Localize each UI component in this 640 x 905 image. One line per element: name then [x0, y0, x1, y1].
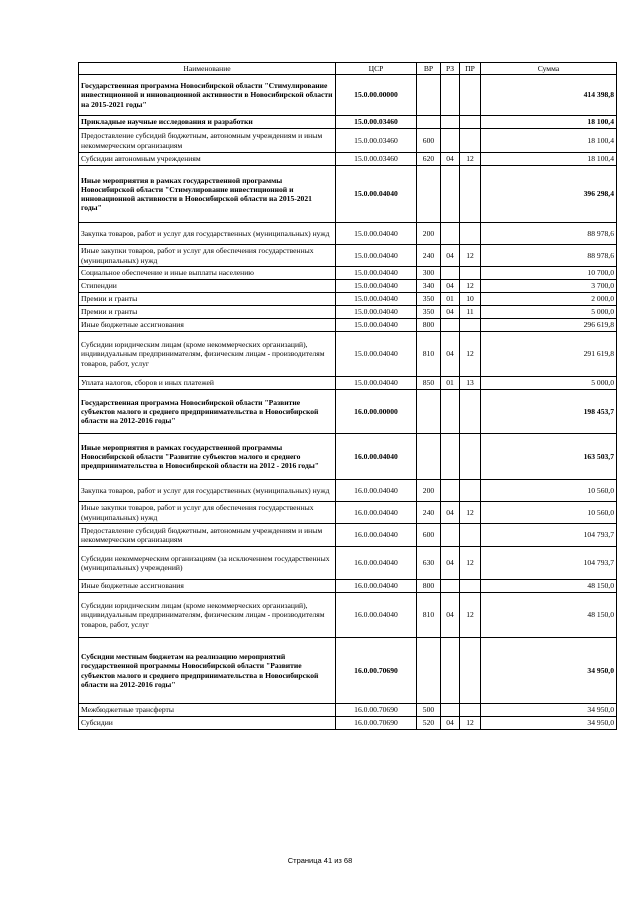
- cell-rz: [441, 267, 460, 280]
- cell-name: Стипендии: [79, 280, 336, 293]
- cell-csr: 16.0.00.04040: [336, 593, 417, 638]
- cell-vr: 850: [417, 377, 441, 390]
- cell-rz: 04: [441, 245, 460, 267]
- cell-pr: 12: [460, 245, 481, 267]
- cell-name: Иные закупки товаров, работ и услуг для обеспечения государственных (муниципальных) нужд: [79, 245, 336, 267]
- cell-rz: 04: [441, 332, 460, 377]
- cell-pr: [460, 524, 481, 547]
- cell-sum: 198 453,7: [481, 390, 617, 434]
- header-sum: Сумма: [481, 63, 617, 75]
- cell-rz: [441, 580, 460, 593]
- cell-vr: 810: [417, 593, 441, 638]
- cell-rz: [441, 434, 460, 480]
- cell-sum: 88 978,6: [481, 245, 617, 267]
- cell-sum: 10 560,0: [481, 480, 617, 502]
- cell-vr: 350: [417, 293, 441, 306]
- table-header-row: [79, 63, 617, 75]
- cell-vr: [417, 75, 441, 116]
- cell-sum: 414 398,8: [481, 75, 617, 116]
- cell-name: Премии и гранты: [79, 306, 336, 319]
- cell-csr: 15.0.00.04040: [336, 267, 417, 280]
- cell-pr: 12: [460, 593, 481, 638]
- cell-name: Иные закупки товаров, работ и услуг для обеспечения государственных (муниципальных) нужд: [79, 502, 336, 524]
- cell-pr: 13: [460, 377, 481, 390]
- table-body: [79, 75, 617, 730]
- cell-csr: 16.0.00.04040: [336, 547, 417, 580]
- table-row: [79, 593, 617, 638]
- cell-name: Межбюджетные трансферты: [79, 704, 336, 717]
- cell-pr: 12: [460, 717, 481, 730]
- table-row: [79, 223, 617, 245]
- cell-rz: [441, 223, 460, 245]
- table-row: [79, 116, 617, 129]
- cell-rz: 04: [441, 717, 460, 730]
- table-row: [79, 280, 617, 293]
- cell-pr: [460, 267, 481, 280]
- cell-name: Иные бюджетные ассигнования: [79, 580, 336, 593]
- cell-csr: 16.0.00.04040: [336, 502, 417, 524]
- cell-csr: 15.0.00.04040: [336, 166, 417, 223]
- cell-sum: 5 000,0: [481, 306, 617, 319]
- table-row: [79, 580, 617, 593]
- cell-vr: 520: [417, 717, 441, 730]
- cell-rz: [441, 638, 460, 704]
- cell-csr: 15.0.00.04040: [336, 332, 417, 377]
- cell-name: Предоставление субсидий бюджетным, автономным учреждениям и иным некоммерческим организациям: [79, 129, 336, 153]
- cell-vr: [417, 390, 441, 434]
- cell-csr: 16.0.00.04040: [336, 434, 417, 480]
- cell-vr: [417, 166, 441, 223]
- cell-sum: 3 700,0: [481, 280, 617, 293]
- cell-pr: 12: [460, 153, 481, 166]
- table-row: [79, 638, 617, 704]
- cell-vr: 340: [417, 280, 441, 293]
- table-row: [79, 153, 617, 166]
- cell-csr: 15.0.00.03460: [336, 153, 417, 166]
- cell-name: Прикладные научные исследования и разработки: [79, 116, 336, 129]
- cell-pr: 12: [460, 502, 481, 524]
- cell-sum: 396 298,4: [481, 166, 617, 223]
- table-row: [79, 306, 617, 319]
- cell-sum: 18 100,4: [481, 129, 617, 153]
- header-pr: ПР: [460, 63, 481, 75]
- cell-rz: [441, 704, 460, 717]
- cell-name: Субсидии местным бюджетам на реализацию мероприятий государственной программы Новосибирской области "Развитие субъектов малого и среднего предпринимательства в Новосибирской области на 2012-2016 годы": [79, 638, 336, 704]
- cell-vr: 200: [417, 223, 441, 245]
- cell-rz: [441, 524, 460, 547]
- cell-rz: [441, 166, 460, 223]
- table-row: [79, 434, 617, 480]
- cell-rz: 04: [441, 593, 460, 638]
- cell-rz: [441, 116, 460, 129]
- cell-vr: 240: [417, 245, 441, 267]
- cell-sum: 34 950,0: [481, 717, 617, 730]
- cell-vr: 300: [417, 267, 441, 280]
- cell-pr: [460, 166, 481, 223]
- table-row: [79, 293, 617, 306]
- cell-sum: 104 793,7: [481, 547, 617, 580]
- cell-csr: 16.0.00.04040: [336, 524, 417, 547]
- table-row: [79, 245, 617, 267]
- cell-sum: 163 503,7: [481, 434, 617, 480]
- cell-sum: 296 619,8: [481, 319, 617, 332]
- cell-vr: 800: [417, 319, 441, 332]
- table-row: [79, 319, 617, 332]
- cell-csr: 15.0.00.04040: [336, 245, 417, 267]
- cell-rz: 04: [441, 502, 460, 524]
- cell-sum: 34 950,0: [481, 638, 617, 704]
- cell-name: Иные мероприятия в рамках государственной программы Новосибирской области "Развитие субъектов малого и среднего предпринимательства в Новосибирской области на 2012 - 2016 годы": [79, 434, 336, 480]
- table-row: [79, 524, 617, 547]
- cell-sum: 48 150,0: [481, 580, 617, 593]
- cell-rz: [441, 129, 460, 153]
- cell-rz: 01: [441, 293, 460, 306]
- table-row: [79, 129, 617, 153]
- cell-pr: [460, 704, 481, 717]
- cell-csr: 16.0.00.70690: [336, 638, 417, 704]
- table-row: [79, 390, 617, 434]
- cell-pr: [460, 638, 481, 704]
- cell-name: Субсидии автономным учреждениям: [79, 153, 336, 166]
- cell-csr: 16.0.00.04040: [336, 480, 417, 502]
- cell-csr: 15.0.00.04040: [336, 319, 417, 332]
- cell-vr: 600: [417, 524, 441, 547]
- cell-name: Субсидии юридическим лицам (кроме некоммерческих организаций), индивидуальным предпринимателям, физическим лицам - производителям товаров, работ, услуг: [79, 593, 336, 638]
- table-row: [79, 704, 617, 717]
- cell-sum: 291 619,8: [481, 332, 617, 377]
- cell-vr: 240: [417, 502, 441, 524]
- table-row: [79, 332, 617, 377]
- cell-pr: 12: [460, 280, 481, 293]
- cell-pr: [460, 75, 481, 116]
- cell-name: Предоставление субсидий бюджетным, автономным учреждениям и иным некоммерческим организациям: [79, 524, 336, 547]
- cell-pr: [460, 319, 481, 332]
- cell-vr: 620: [417, 153, 441, 166]
- cell-csr: 16.0.00.04040: [336, 580, 417, 593]
- page-number: Страница 41 из 68: [287, 856, 353, 865]
- cell-vr: [417, 434, 441, 480]
- table-row: [79, 267, 617, 280]
- cell-sum: 2 000,0: [481, 293, 617, 306]
- table-row: [79, 166, 617, 223]
- cell-vr: 500: [417, 704, 441, 717]
- cell-sum: 104 793,7: [481, 524, 617, 547]
- cell-sum: 34 950,0: [481, 704, 617, 717]
- header-csr: ЦСР: [336, 63, 417, 75]
- cell-pr: 11: [460, 306, 481, 319]
- budget-table: [78, 62, 617, 730]
- cell-csr: 16.0.00.70690: [336, 704, 417, 717]
- table-row: [79, 75, 617, 116]
- cell-rz: 04: [441, 547, 460, 580]
- cell-csr: 15.0.00.00000: [336, 75, 417, 116]
- cell-sum: 10 700,0: [481, 267, 617, 280]
- cell-rz: 04: [441, 153, 460, 166]
- cell-rz: [441, 390, 460, 434]
- cell-sum: 48 150,0: [481, 593, 617, 638]
- cell-pr: [460, 223, 481, 245]
- cell-pr: [460, 580, 481, 593]
- cell-rz: [441, 480, 460, 502]
- cell-vr: 350: [417, 306, 441, 319]
- cell-pr: 10: [460, 293, 481, 306]
- header-name: Наименование: [79, 63, 336, 75]
- table-row: [79, 547, 617, 580]
- cell-rz: [441, 75, 460, 116]
- cell-name: Государственная программа Новосибирской области "Стимулирование инвестиционной и инновационной активности в Новосибирской области на 2015-2021 годы": [79, 75, 336, 116]
- cell-name: Премии и гранты: [79, 293, 336, 306]
- cell-pr: [460, 390, 481, 434]
- cell-sum: 18 100,4: [481, 116, 617, 129]
- cell-vr: 800: [417, 580, 441, 593]
- cell-rz: 04: [441, 306, 460, 319]
- cell-csr: 16.0.00.00000: [336, 390, 417, 434]
- cell-name: Закупка товаров, работ и услуг для государственных (муниципальных) нужд: [79, 223, 336, 245]
- cell-sum: 18 100,4: [481, 153, 617, 166]
- cell-csr: 15.0.00.04040: [336, 293, 417, 306]
- cell-name: Субсидии некоммерческим организациям (за исключением государственных (муниципальных) учреждений): [79, 547, 336, 580]
- cell-pr: 12: [460, 332, 481, 377]
- cell-sum: 10 560,0: [481, 502, 617, 524]
- cell-vr: 600: [417, 129, 441, 153]
- cell-csr: 15.0.00.03460: [336, 129, 417, 153]
- cell-vr: [417, 638, 441, 704]
- cell-name: Социальное обеспечение и иные выплаты населению: [79, 267, 336, 280]
- cell-rz: 04: [441, 280, 460, 293]
- cell-pr: 12: [460, 547, 481, 580]
- header-rz: РЗ: [441, 63, 460, 75]
- cell-csr: 15.0.00.04040: [336, 223, 417, 245]
- cell-sum: 5 000,0: [481, 377, 617, 390]
- cell-csr: 15.0.00.04040: [336, 377, 417, 390]
- cell-rz: 01: [441, 377, 460, 390]
- cell-pr: [460, 116, 481, 129]
- cell-vr: 810: [417, 332, 441, 377]
- header-vr: ВР: [417, 63, 441, 75]
- cell-csr: 15.0.00.04040: [336, 306, 417, 319]
- cell-name: Уплата налогов, сборов и иных платежей: [79, 377, 336, 390]
- table-row: [79, 717, 617, 730]
- cell-rz: [441, 319, 460, 332]
- table-row: [79, 377, 617, 390]
- cell-sum: 88 978,6: [481, 223, 617, 245]
- cell-vr: 630: [417, 547, 441, 580]
- cell-csr: 16.0.00.70690: [336, 717, 417, 730]
- cell-name: Субсидии: [79, 717, 336, 730]
- cell-name: Субсидии юридическим лицам (кроме некоммерческих организаций), индивидуальным предпринимателям, физическим лицам - производителям товаров, работ, услуг: [79, 332, 336, 377]
- cell-csr: 15.0.00.03460: [336, 116, 417, 129]
- cell-csr: 15.0.00.04040: [336, 280, 417, 293]
- cell-pr: [460, 480, 481, 502]
- table-row: [79, 502, 617, 524]
- cell-vr: 200: [417, 480, 441, 502]
- cell-name: Иные бюджетные ассигнования: [79, 319, 336, 332]
- cell-name: Закупка товаров, работ и услуг для государственных (муниципальных) нужд: [79, 480, 336, 502]
- table-row: [79, 480, 617, 502]
- cell-pr: [460, 434, 481, 480]
- cell-name: Иные мероприятия в рамках государственной программы Новосибирской области "Стимулирование инвестиционной и инновационной активности в Новосибирской области на 2015-2021 годы": [79, 166, 336, 223]
- cell-name: Государственная программа Новосибирской области "Развитие субъектов малого и среднего предпринимательства в Новосибирской области на 2012-2016 годы": [79, 390, 336, 434]
- cell-pr: [460, 129, 481, 153]
- cell-vr: [417, 116, 441, 129]
